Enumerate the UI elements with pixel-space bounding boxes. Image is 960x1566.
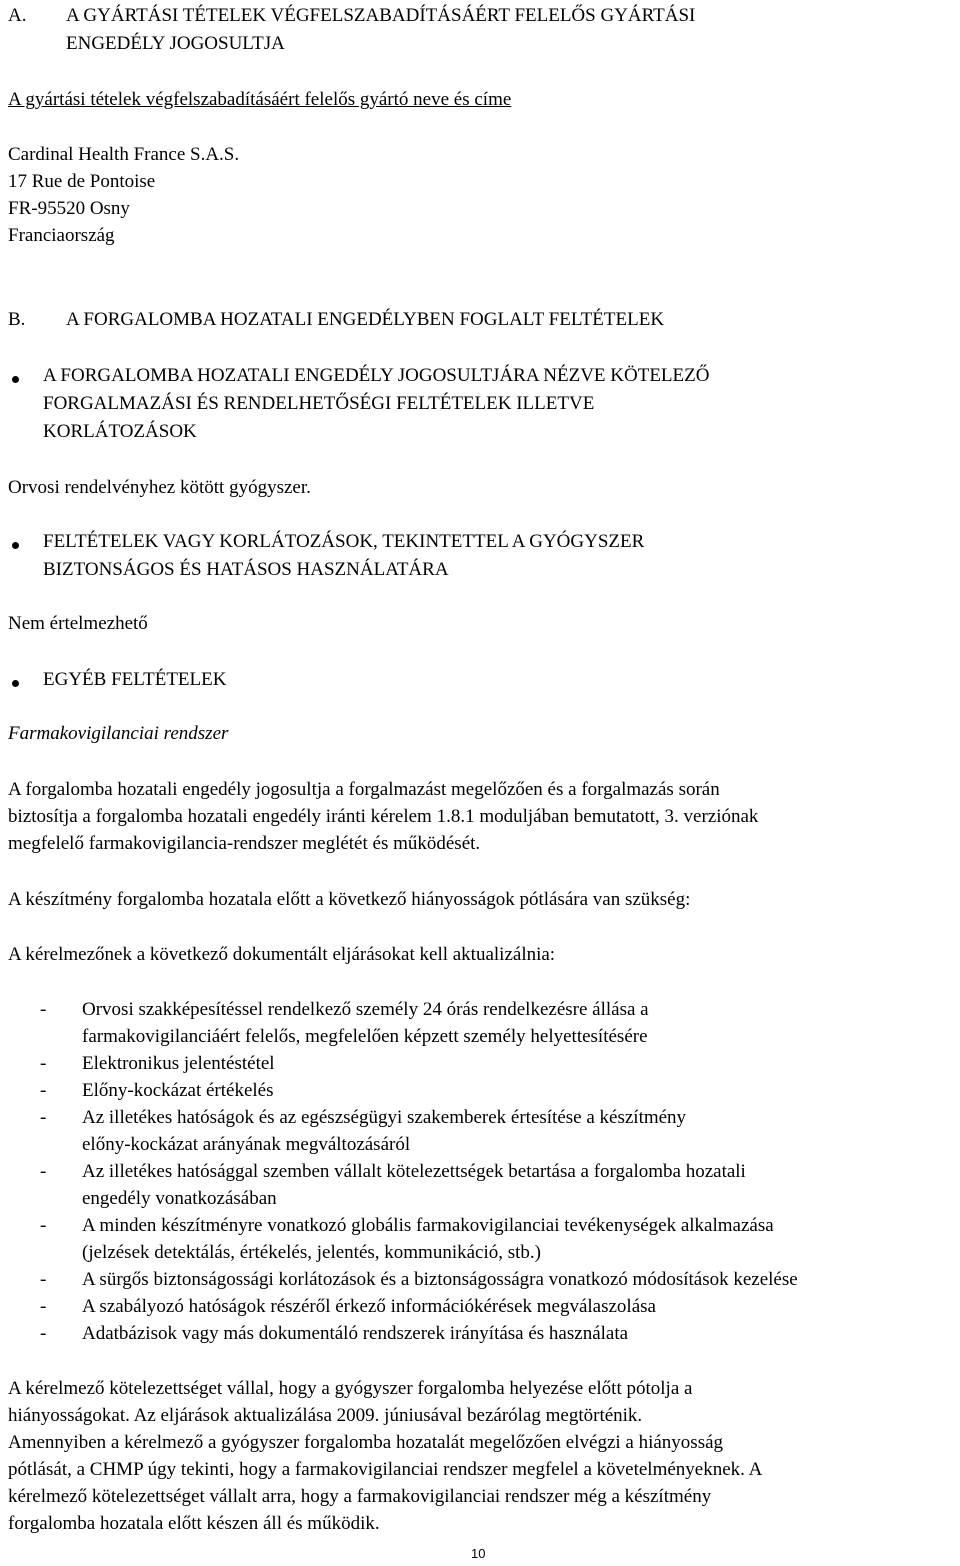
address-line: Franciaország [8,225,115,246]
bullet-icon [12,376,19,383]
list-item: Az illetékes hatóságok és az egészségügyi szakemberek értesítése a készítmény [82,1107,687,1128]
bullet3-title: EGYÉB FELTÉTELEK [43,669,227,690]
paragraph-line: biztosítja a forgalomba hozatali engedély iránti kérelem 1.8.1 moduljában bemutatott, 3. verziónak [8,806,759,827]
list-item-cont: engedély vonatkozásában [82,1188,277,1209]
list-item: A sürgős biztonságossági korlátozások és a biztonságosságra vonatkozó módosítások kezelése [82,1269,798,1290]
dash-marker: - [40,1161,47,1182]
section-b-title: A FORGALOMBA HOZATALI ENGEDÉLYBEN FOGLALT FELTÉTELEK [66,309,665,330]
bullet-icon [12,680,19,687]
list-item: A minden készítményre vonatkozó globális farmakovigilanciai tevékenységek alkalmazása [82,1215,774,1236]
address-line: Cardinal Health France S.A.S. [8,144,240,165]
list-item: Az illetékes hatósággal szemben vállalt kötelezettségek betartása a forgalomba hozatali [82,1161,746,1182]
list-item-cont: farmakovigilanciáért felelős, megfelelően képzett személy helyettesítésére [82,1026,648,1047]
section-a-title-line2: ENGEDÉLY JOGOSULTJA [66,33,285,54]
paragraph-line: Amennyiben a kérelmező a gyógyszer forgalomba hozatalát megelőzően elvégzi a hiányosság [8,1432,724,1453]
bullet1-title-line2: FORGALMAZÁSI ÉS RENDELHETŐSÉGI FELTÉTELEK ILLETVE [43,393,595,414]
list-item: Orvosi szakképesítéssel rendelkező személy 24 órás rendelkezésre állása a [82,999,649,1020]
paragraph-line: A kérelmező kötelezettséget vállal, hogy a gyógyszer forgalomba helyezése előtt pótolja a [8,1378,693,1399]
list-item: Elektronikus jelentéstétel [82,1053,275,1074]
paragraph-line: A kérelmezőnek a következő dokumentált eljárásokat kell aktualizálnia: [8,944,556,965]
paragraph-line: megfelelő farmakovigilancia-rendszer meglétét és működését. [8,833,481,854]
bullet2-title-line1: FELTÉTELEK VAGY KORLÁTOZÁSOK, TEKINTETTEL A GYÓGYSZER [43,531,645,552]
dash-marker: - [40,1323,47,1344]
section-b-label: B. [8,309,26,330]
page-number: 10 [471,1546,486,1561]
list-item-cont: előny-kockázat arányának megváltozásáról [82,1134,411,1155]
bullet1-body: Orvosi rendelvényhez kötött gyógyszer. [8,477,311,498]
bullet2-body: Nem értelmezhető [8,613,148,634]
paragraph-line: hiányosságokat. Az eljárások aktualizálása 2009. júniusával bezárólag megtörténik. [8,1405,643,1426]
dash-marker: - [40,1080,47,1101]
bullet2-title-line2: BIZTONSÁGOS ÉS HATÁSOS HASZNÁLATÁRA [43,559,449,580]
list-item: Adatbázisok vagy más dokumentáló rendszerek irányítása és használata [82,1323,629,1344]
pharmacovigilance-subtitle: Farmakovigilanciai rendszer [8,723,229,744]
paragraph-line: A készítmény forgalomba hozatala előtt a következő hiányosságok pótlására van szükség: [8,889,691,910]
list-item-cont: (jelzések detektálás, értékelés, jelentés, kommunikáció, stb.) [82,1242,541,1263]
manufacturer-subheading: A gyártási tételek végfelszabadításáért felelős gyártó neve és címe [8,89,512,110]
dash-marker: - [40,1215,47,1236]
list-item: Előny-kockázat értékelés [82,1080,274,1101]
paragraph-line: kérelmező kötelezettséget vállalt arra, hogy a farmakovigilanciai rendszer még a készítmény [8,1486,712,1507]
dash-marker: - [40,1269,47,1290]
paragraph-line: A forgalomba hozatali engedély jogosultja a forgalmazást megelőzően és a forgalmazás során [8,779,720,800]
bullet1-title-line1: A FORGALOMBA HOZATALI ENGEDÉLY JOGOSULTJÁRA NÉZVE KÖTELEZŐ [43,365,710,386]
dash-marker: - [40,1053,47,1074]
dash-marker: - [40,999,47,1020]
section-a-label: A. [8,5,27,26]
bullet-icon [12,542,19,549]
dash-marker: - [40,1107,47,1128]
dash-marker: - [40,1296,47,1317]
list-item: A szabályozó hatóságok részéről érkező információkérések megválaszolása [82,1296,656,1317]
paragraph-line: pótlását, a CHMP úgy tekinti, hogy a farmakovigilanciai rendszer megfelel a követelményeknek. A [8,1459,763,1480]
address-line: FR-95520 Osny [8,198,130,219]
bullet1-title-line3: KORLÁTOZÁSOK [43,421,197,442]
section-a-title-line1: A GYÁRTÁSI TÉTELEK VÉGFELSZABADÍTÁSÁÉRT FELELŐS GYÁRTÁSI [66,5,696,26]
paragraph-line: forgalomba hozatala előtt készen áll és működik. [8,1513,380,1534]
address-line: 17 Rue de Pontoise [8,171,156,192]
